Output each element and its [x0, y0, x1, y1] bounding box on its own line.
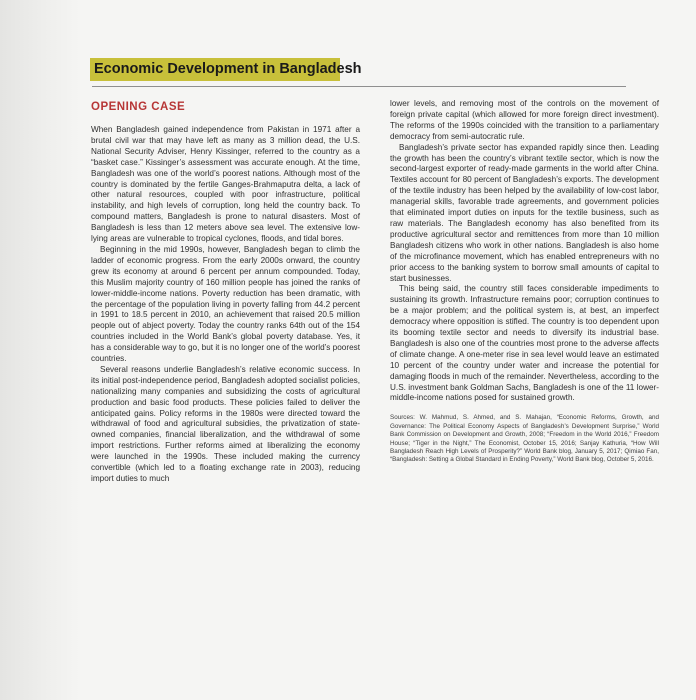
paragraph: lower levels, and removing most of the controls on the movement of foreign private capital (which allowed for more foreign direct investment). The reforms of the 1990s coincided with the transition to a parliamentary democracy from semi-autocratic rule. — [390, 99, 659, 141]
chapter-title-block — [90, 58, 362, 82]
chapter-title: Economic Development in Bangladesh — [94, 61, 362, 77]
paragraph: Several reasons underlie Bangladesh’s relative economic success. In its initial post-independence period, Bangladesh adopted socialist policies, nationalizing many companies and subsidizing the costs of agricultural production and basic food products. These policies failed to deliver the anticipated gains. Policy reforms in the 1980s were directed toward the withdrawal of food and agricultural subsidies, the privatization of state-owned companies, financial liberalization, and the withdrawal of some import restrictions. Further reforms aimed at liberalizing the economy were launched in the 1990s. These included making the currency convertible (which led to a floating exchange rate in 2003), reducing import duties to much — [91, 364, 360, 483]
title-rule — [92, 86, 626, 87]
sources-note: Sources: W. Mahmud, S. Ahmed, and S. Mahajan, “Economic Reforms, Growth, and Governance: The Political Economy Aspects of Bangladesh’s Development Surprise,” World Bank Commission on Development and Growth, 2008; “Freedom in the World 2016,” Freedom House; “Tiger in the Night,” The Economist, October 15, 2016; Sanjay Kathuria, “How Will Bangladesh Reach High Levels of Prosperity?” World Bank blog, January 5, 2017; Qimiao Fan, “Bangladesh: Setting a Global Standard in Ending Poverty,” World Bank blog, October 5, 2016. — [390, 414, 659, 464]
right-column — [390, 99, 659, 465]
paragraph: Beginning in the mid 1990s, however, Bangladesh began to climb the ladder of economic progress. From the early 2000s onward, the country grew its economy at around 6 percent per annum compounded. Today, this Muslim majority country of 160 million people has joined the ranks of lower-middle-income nations. Poverty reduction has been dramatic, with the percentage of the population living in poverty falling from 44.2 percent in 1991 to 18.5 percent in 2010, an achievement that raised 20.5 million people out of abject poverty. Today the country ranks 64th out of the 154 countries included in the World Bank’s global poverty database. Yes, it has a considerable way to go, but it is no longer one of the world’s poorest countries. — [91, 244, 360, 364]
page-edge-shadow — [0, 0, 80, 700]
left-column — [91, 99, 360, 485]
paragraph: Bangladesh’s private sector has expanded rapidly since then. Leading the growth has been the country’s vibrant textile sector, which is now the second-largest exporter of ready-made garments in the world after China. Textiles account for 80 percent of Bangladesh’s exports. The development of the textile industry has been helped by the availability of low-cost labor, managerial skills, favorable trade agreements, and government policies that eliminated import duties on inputs for the textile business, such as raw materials. The Bangladesh economy has also benefited from its productive agricultural sector and remittences from more than 10 million Bangladesh citizens who work in other nations. Bangladesh is also home of the microfinance movement, which has enabled entrepreneurs with no prior access to the banking system to borrow small amounts of capital to start businesses. — [390, 142, 659, 283]
paragraph: This being said, the country still faces considerable impediments to sustaining its growth. Infrastructure remains poor; corruption continues to be a major problem; and the political system is, at best, an imperfect democracy where opposition is stifled. The country is too dependent upon its booming textile sector and needs to diversify its industrial base. Bangladesh is also one of the countries most prone to the adverse affects of climate change. A one-meter rise in sea level would leave an estimated 10 percent of the country under water and increase the potential for damaging floods in much of the remainder. Nevertheless, according to the U.S. investment bank Goldman Sachs, Bangladesh is one of the 11 lower-middle-income nations posed for sustained growth. — [390, 284, 659, 403]
paragraph: When Bangladesh gained independence from Pakistan in 1971 after a brutal civil war that may have left as many as 3 million dead, the U.S. National Security Adviser, Henry Kissinger, referred to the country as a “basket case.” Kissinger’s assessment was accurate enough. At the time, Bangladesh was one of the world’s poorest nations. Although most of the country is dominated by the fertile Ganges-Brahmaputra delta, a lack of other natural resources, coupled with poor infrastructure, political instability, and high levels of corruption, long held the country back. To compound matters, Bangladesh is prone to natural disasters. Most of Bangladesh is less than 12 meters above sea level. The extensive low-lying areas are vulnerable to tropical cyclones, floods, and tidal bores. — [91, 125, 360, 244]
section-heading: OPENING CASE — [91, 101, 186, 113]
